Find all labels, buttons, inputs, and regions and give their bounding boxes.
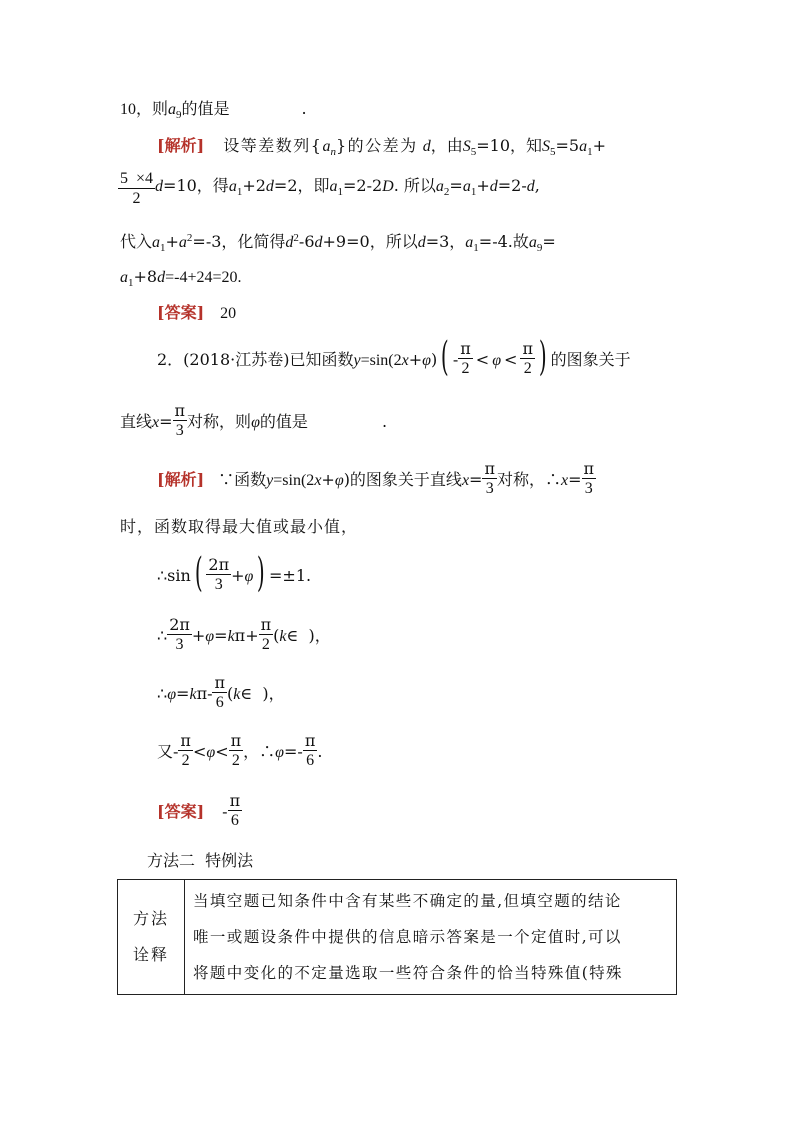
analysis-tag: [解析]: [157, 470, 205, 489]
method-table: [117, 879, 677, 995]
fraction-5x4-over-2: $\frac{5 \times 4}{2}$: [120, 170, 154, 207]
analysis-2-line-3: ∴sin( $\frac{2\pi}{3}$ +φ) =±1.: [157, 549, 312, 596]
analysis-2-line-1: [解析] ∵函数y=sin(2x+φ)的图象关于直线x= $\frac{\pi}{3}$ 对称，∴x= $\frac{\pi}{3}$: [157, 459, 595, 497]
answer-line-1: [157, 303, 236, 324]
fraction-pi-over-6: $\frac{\pi}{6}$: [229, 791, 241, 829]
analysis-2-line-5: ∴φ=kπ- $\frac{\pi}{6}$ (k∈ )，: [157, 673, 285, 711]
analysis-line-2: $\frac{5 \times 4}{2}$ d=10，得$a_1+2d=2$，即$a_1=2-2D$. 所以$a_2=a_1+d=2-d$,: [120, 170, 540, 207]
method-table-body: 当填空题已知条件中含有某些不确定的量,但填空题的结论 唯一或题设条件中提供的信息暗示答案是一个定值时,可以 将题中变化的不定量选取一些符合条件的恰当特殊值(特殊: [185, 880, 677, 995]
line-1: 10，则$a_9$的值是 .: [120, 99, 307, 121]
fraction-pi-over-3: $\frac{\pi}{3}$: [484, 459, 495, 497]
fraction-pi-over-2: $\frac{\pi}{2}$: [180, 731, 191, 769]
fraction-2pi-over-3: $\frac{2\pi}{3}$: [208, 555, 230, 593]
fraction-pi-over-6: $\frac{\pi}{6}$: [304, 731, 316, 769]
answer-tag: [答案]: [157, 802, 205, 821]
answer-tag: [答案]: [157, 303, 205, 322]
fraction-pi-over-3: $\frac{\pi}{3}$: [583, 459, 595, 497]
fraction-pi-over-2: $\frac{\pi}{2}$: [522, 339, 533, 377]
fraction-pi-over-2: $\frac{\pi}{2}$: [260, 615, 272, 653]
analysis-2-line-6: 又- $\frac{\pi}{2}$ <φ< $\frac{\pi}{2}$ ，∴φ=- $\frac{\pi}{6}$ .: [157, 731, 323, 769]
analysis-line-3: 代入$a_1+a^2=-3$，化简得$d^2-6d+9=0$，所以d=3，$a_1=-4$.故$a_9=$: [120, 232, 556, 254]
answer-line-2: [答案] - $\frac{\pi}{6}$: [157, 791, 241, 829]
fraction-pi-over-2: $\frac{\pi}{2}$: [230, 731, 242, 769]
analysis-2-line-2: 时，函数取得最大值或最小值，: [120, 517, 359, 536]
fraction-pi-over-2: $\frac{\pi}{2}$: [460, 339, 471, 377]
analysis-2-line-4: ∴ $\frac{2\pi}{3}$ +φ=kπ+ $\frac{\pi}{2}$ (k∈ )，: [157, 615, 331, 653]
method-table-header: 方法 诠释: [118, 880, 185, 995]
question-2-line-1: 2．(2018·江苏卷)已知函数y=sin(2x+φ)( - $\frac{\pi}{2}$ < φ < $\frac{\pi}{2}$ ) 的图象关于: [157, 333, 631, 380]
analysis-tag: [解析]: [157, 136, 205, 155]
fraction-pi-over-3: $\frac{\pi}{3}$: [174, 401, 186, 439]
analysis-line-4: $a_1+8d=-4+24=20$.: [120, 267, 242, 289]
fraction-2pi-over-3: $\frac{2\pi}{3}$: [169, 615, 190, 653]
answer-value: 20: [220, 305, 237, 322]
fraction-pi-over-6: $\frac{\pi}{6}$: [214, 673, 225, 711]
section-title: 方法二 特例法: [147, 851, 254, 870]
analysis-line-1: [解析] 设等差数列$\{a_n\}$的公差为 d，由$S_5=10$，知$S_5=5a_1+$: [157, 136, 607, 158]
question-2-line-2: 直线x= $\frac{\pi}{3}$ 对称，则φ的值是 .: [120, 401, 388, 439]
